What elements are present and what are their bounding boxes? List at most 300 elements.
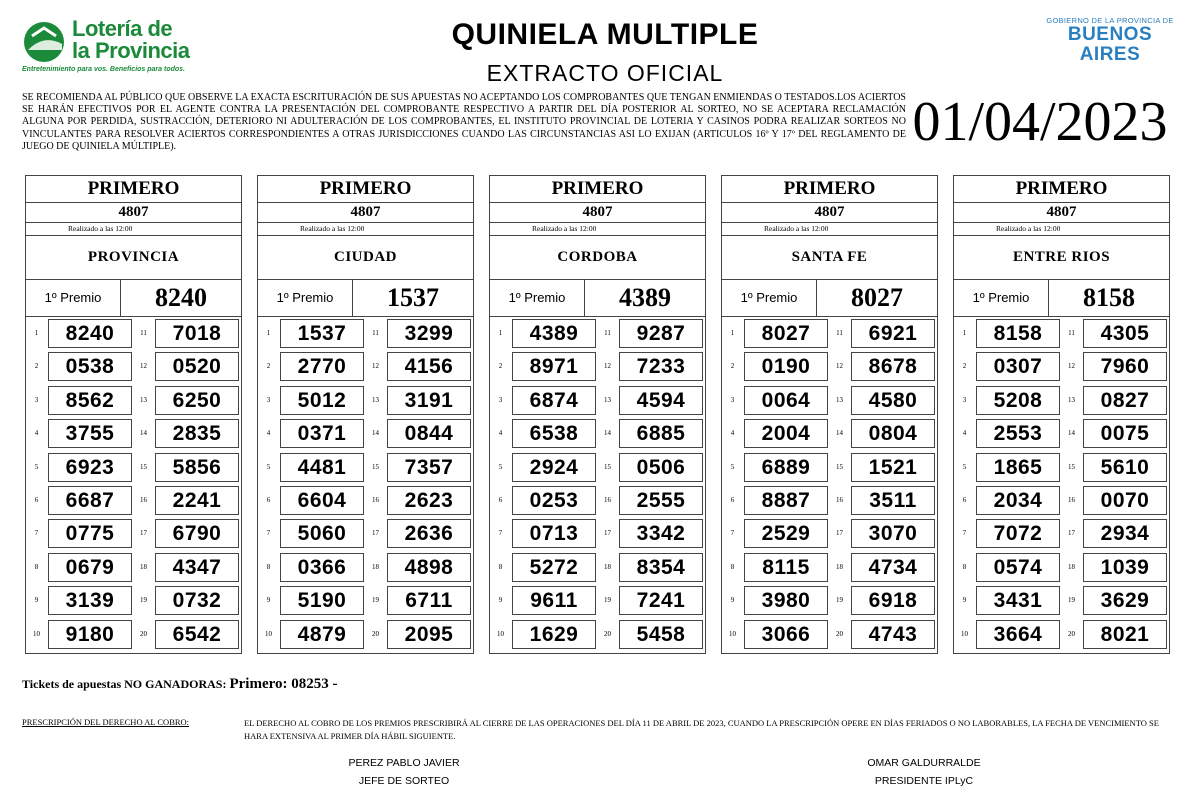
result-number: 3431 — [976, 586, 1060, 615]
position-number: 8 — [498, 562, 503, 571]
result-number: 4156 — [387, 352, 471, 381]
result-number: 5012 — [280, 386, 364, 415]
results-panel — [489, 175, 706, 654]
result-row — [258, 618, 473, 651]
position-number: 5 — [266, 462, 271, 471]
logo-line2: la Provincia — [72, 38, 190, 63]
draw-name: PRIMERO — [490, 176, 705, 203]
result-number: 0190 — [744, 352, 828, 381]
result-number: 8354 — [619, 553, 703, 582]
results-panel — [721, 175, 938, 654]
position-number: 18 — [604, 562, 611, 571]
result-number: 2553 — [976, 419, 1060, 448]
position-number: 19 — [140, 596, 147, 605]
result-row — [258, 417, 473, 450]
result-number: 6790 — [155, 519, 239, 548]
result-number: 1039 — [1083, 553, 1167, 582]
position-number: 12 — [1068, 362, 1075, 371]
draw-time: Realizado a las 12:00 — [996, 224, 1061, 233]
result-number: 6711 — [387, 586, 471, 615]
result-row — [722, 517, 937, 550]
result-row — [26, 451, 241, 484]
result-number: 1537 — [280, 319, 364, 348]
position-number: 3 — [498, 395, 503, 404]
result-number: 0775 — [48, 519, 132, 548]
result-number: 0827 — [1083, 386, 1167, 415]
signature-block-2 — [814, 754, 1034, 790]
result-number: 3755 — [48, 419, 132, 448]
result-number: 4389 — [512, 319, 596, 348]
logo-tagline: Entretenimiento para vos. Beneficios para todos. — [22, 66, 185, 73]
position-number: 3 — [730, 395, 735, 404]
first-prize-value: 1537 — [387, 283, 439, 312]
result-row — [26, 584, 241, 617]
result-number: 9180 — [48, 620, 132, 649]
position-number: 8 — [730, 562, 735, 571]
position-number: 12 — [372, 362, 379, 371]
page-title: QUINIELA MULTIPLE — [451, 18, 759, 51]
result-number: 3191 — [387, 386, 471, 415]
result-number: 4347 — [155, 553, 239, 582]
position-number: 4 — [266, 429, 271, 438]
position-number: 1 — [730, 329, 735, 337]
result-number: 3066 — [744, 620, 828, 649]
position-number: 11 — [1068, 329, 1075, 337]
province-name: CIUDAD — [258, 236, 473, 280]
first-prize-value: 4389 — [619, 283, 671, 312]
position-number: 11 — [604, 329, 611, 337]
signer-role: PRESIDENTE IPLyC — [874, 775, 974, 787]
signer-name: OMAR GALDURRALDE — [867, 757, 981, 769]
draw-number: 4807 — [258, 202, 473, 223]
province-name: PROVINCIA — [26, 236, 241, 280]
results-panel — [25, 175, 242, 654]
draw-number: 4807 — [722, 202, 937, 223]
result-row — [26, 417, 241, 450]
draw-time: Realizado a las 12:00 — [68, 224, 133, 233]
position-number: 17 — [836, 529, 843, 538]
position-number: 17 — [140, 529, 147, 538]
result-row — [258, 517, 473, 550]
result-number: 6687 — [48, 486, 132, 515]
result-number: 3139 — [48, 586, 132, 615]
result-number: 1629 — [512, 620, 596, 649]
result-number: 7960 — [1083, 352, 1167, 381]
government-logo — [1040, 16, 1180, 65]
signer-name: PEREZ PABLO JAVIER — [348, 757, 460, 769]
position-number: 8 — [266, 562, 271, 571]
result-number: 7233 — [619, 352, 703, 381]
result-number: 0679 — [48, 553, 132, 582]
logo-line1: Lotería de — [72, 16, 173, 41]
result-number: 4594 — [619, 386, 703, 415]
results-panel — [953, 175, 1170, 654]
result-row — [258, 317, 473, 350]
result-row — [490, 484, 705, 517]
position-number: 2 — [266, 362, 271, 371]
result-number: 3299 — [387, 319, 471, 348]
position-number: 4 — [962, 429, 967, 438]
result-row — [954, 317, 1169, 350]
position-number: 1 — [34, 329, 39, 337]
position-number: 4 — [730, 429, 735, 438]
result-number: 6604 — [280, 486, 364, 515]
result-row — [722, 551, 937, 584]
position-number: 14 — [604, 429, 611, 438]
result-row — [954, 517, 1169, 550]
first-prize-row — [26, 280, 241, 317]
results-rows — [722, 317, 937, 651]
position-number: 2 — [730, 362, 735, 371]
position-number: 10 — [33, 629, 40, 638]
draw-name: PRIMERO — [26, 176, 241, 203]
position-number: 5 — [962, 462, 967, 471]
draw-name: PRIMERO — [954, 176, 1169, 203]
no-winners-label: Tickets de apuestas NO GANADORAS: — [22, 677, 227, 691]
draw-time-row — [490, 223, 705, 236]
result-number: 1521 — [851, 453, 935, 482]
prescription-label: PRESCRIPCIÓN DEL DERECHO AL COBRO: — [22, 717, 190, 727]
result-number: 0844 — [387, 419, 471, 448]
first-prize-value: 8027 — [851, 283, 903, 312]
position-number: 11 — [140, 329, 147, 337]
position-number: 20 — [836, 629, 843, 638]
position-number: 2 — [962, 362, 967, 371]
result-number: 0574 — [976, 553, 1060, 582]
result-number: 2529 — [744, 519, 828, 548]
result-number: 8027 — [744, 319, 828, 348]
position-number: 19 — [604, 596, 611, 605]
position-number: 15 — [372, 462, 379, 471]
result-number: 8887 — [744, 486, 828, 515]
position-number: 15 — [836, 462, 843, 471]
first-prize-row — [490, 280, 705, 317]
result-number: 4580 — [851, 386, 935, 415]
result-row — [258, 551, 473, 584]
position-number: 1 — [962, 329, 967, 337]
result-number: 9287 — [619, 319, 703, 348]
result-row — [490, 517, 705, 550]
position-number: 1 — [266, 329, 271, 337]
draw-number: 4807 — [954, 202, 1169, 223]
position-number: 9 — [498, 596, 503, 605]
position-number: 12 — [604, 362, 611, 371]
result-number: 6885 — [619, 419, 703, 448]
result-number: 5610 — [1083, 453, 1167, 482]
result-number: 5190 — [280, 586, 364, 615]
result-row — [490, 350, 705, 383]
result-number: 0075 — [1083, 419, 1167, 448]
position-number: 20 — [1068, 629, 1075, 638]
logo-emblem-icon — [22, 20, 68, 64]
position-number: 2 — [34, 362, 39, 371]
position-number: 7 — [498, 529, 503, 538]
page-subtitle: EXTRACTO OFICIAL — [486, 60, 724, 86]
position-number: 2 — [498, 362, 503, 371]
result-row — [722, 484, 937, 517]
result-number: 2835 — [155, 419, 239, 448]
position-number: 6 — [962, 495, 967, 504]
first-prize-row — [722, 280, 937, 317]
province-name: ENTRE RIOS — [954, 236, 1169, 280]
result-row — [490, 551, 705, 584]
position-number: 9 — [962, 596, 967, 605]
result-number: 5060 — [280, 519, 364, 548]
first-prize-value: 8240 — [155, 283, 207, 312]
position-number: 19 — [372, 596, 379, 605]
position-number: 17 — [604, 529, 611, 538]
province-name: SANTA FE — [722, 236, 937, 280]
position-number: 6 — [730, 495, 735, 504]
position-number: 20 — [604, 629, 611, 638]
results-rows — [954, 317, 1169, 651]
result-number: 4481 — [280, 453, 364, 482]
result-row — [26, 317, 241, 350]
position-number: 14 — [1068, 429, 1075, 438]
result-number: 6542 — [155, 620, 239, 649]
result-number: 8240 — [48, 319, 132, 348]
result-row — [954, 384, 1169, 417]
position-number: 12 — [836, 362, 843, 371]
first-prize-label: 1º Premio — [258, 280, 353, 316]
result-number: 0307 — [976, 352, 1060, 381]
position-number: 20 — [372, 629, 379, 638]
no-winners-line — [22, 676, 338, 693]
province-name: CORDOBA — [490, 236, 705, 280]
result-number: 2241 — [155, 486, 239, 515]
result-row — [954, 350, 1169, 383]
position-number: 5 — [498, 462, 503, 471]
result-number: 3511 — [851, 486, 935, 515]
position-number: 16 — [140, 495, 147, 504]
position-number: 20 — [140, 629, 147, 638]
result-number: 9611 — [512, 586, 596, 615]
result-number: 6923 — [48, 453, 132, 482]
position-number: 19 — [1068, 596, 1075, 605]
result-row — [722, 618, 937, 651]
result-number: 0506 — [619, 453, 703, 482]
first-prize-label: 1º Premio — [490, 280, 585, 316]
result-number: 0713 — [512, 519, 596, 548]
position-number: 17 — [1068, 529, 1075, 538]
result-row — [490, 384, 705, 417]
first-prize-row — [258, 280, 473, 317]
result-row — [722, 317, 937, 350]
results-rows — [26, 317, 241, 651]
result-number: 6889 — [744, 453, 828, 482]
position-number: 4 — [498, 429, 503, 438]
position-number: 16 — [1068, 495, 1075, 504]
draw-name: PRIMERO — [722, 176, 937, 203]
position-number: 7 — [266, 529, 271, 538]
result-row — [26, 484, 241, 517]
position-number: 18 — [372, 562, 379, 571]
legal-notice: SE RECOMIENDA AL PÚBLICO QUE OBSERVE LA EXACTA ESCRITURACIÓN DE SUS APUESTAS NO ACEPTANDO LOS COMPROBANTES QUE TENGAN ENMIENDAS O TESTADOS.LOS ACIERTOS SE HARÁN EFECTIVOS POR EL AGENTE CONTRA LA PRESENTACIÓN DEL COMPROBANTE RESPECTIVO A PARTIR DEL DÍA POSTERIOR AL SORTEO, NO SE ACEPTARA RECLAMACIÓN ALGUNA POR PERDIDA, SUSTRACCIÓN, DETERIORO NI ADULTERACIÓN DE LOS COMPROBANTES, EL INSTITUTO PROVINCIAL DE LOTERIA Y CASINOS PODRA REALIZAR SORTEOS NO VINCULANTES PARA RESOLVER ACIERTOS CORRESPONDIENTES A OTRAS JURISDICCIONES CUANDO LAS CIRCUNSTANCIAS ASI LO EXIJAN (ARTICULOS 16º Y 17º DEL REGLAMENTO DE JUEGO DE QUINIELA MÚLTIPLE). — [22, 92, 906, 152]
position-number: 7 — [34, 529, 39, 538]
result-row — [954, 451, 1169, 484]
result-number: 0371 — [280, 419, 364, 448]
result-number: 0804 — [851, 419, 935, 448]
result-row — [26, 618, 241, 651]
result-row — [722, 384, 937, 417]
position-number: 18 — [140, 562, 147, 571]
results-panel — [257, 175, 474, 654]
result-number: 8678 — [851, 352, 935, 381]
position-number: 9 — [730, 596, 735, 605]
result-number: 2623 — [387, 486, 471, 515]
position-number: 14 — [372, 429, 379, 438]
draw-time: Realizado a las 12:00 — [532, 224, 597, 233]
position-number: 8 — [962, 562, 967, 571]
first-prize-value: 8158 — [1083, 283, 1135, 312]
position-number: 16 — [372, 495, 379, 504]
result-number: 8971 — [512, 352, 596, 381]
draw-time-row — [26, 223, 241, 236]
result-number: 8562 — [48, 386, 132, 415]
position-number: 18 — [836, 562, 843, 571]
result-row — [258, 584, 473, 617]
result-row — [26, 551, 241, 584]
position-number: 15 — [1068, 462, 1075, 471]
position-number: 5 — [34, 462, 39, 471]
result-number: 2034 — [976, 486, 1060, 515]
position-number: 7 — [730, 529, 735, 538]
result-row — [258, 484, 473, 517]
gov-logo-big: BUENOS AIRES — [1067, 24, 1153, 65]
result-number: 2555 — [619, 486, 703, 515]
result-number: 5458 — [619, 620, 703, 649]
position-number: 10 — [729, 629, 736, 638]
result-number: 3664 — [976, 620, 1060, 649]
result-number: 7241 — [619, 586, 703, 615]
draw-time: Realizado a las 12:00 — [300, 224, 365, 233]
signature-block-1 — [294, 754, 514, 790]
draw-time-row — [722, 223, 937, 236]
position-number: 17 — [372, 529, 379, 538]
result-number: 0064 — [744, 386, 828, 415]
draw-time: Realizado a las 12:00 — [764, 224, 829, 233]
result-number: 3980 — [744, 586, 828, 615]
draw-date: 01/04/2023 — [912, 91, 1168, 153]
draw-number: 4807 — [26, 202, 241, 223]
position-number: 13 — [372, 395, 379, 404]
result-row — [258, 384, 473, 417]
position-number: 19 — [836, 596, 843, 605]
result-row — [954, 618, 1169, 651]
result-number: 6921 — [851, 319, 935, 348]
result-row — [722, 350, 937, 383]
position-number: 6 — [266, 495, 271, 504]
position-number: 16 — [604, 495, 611, 504]
result-row — [954, 551, 1169, 584]
result-number: 4305 — [1083, 319, 1167, 348]
position-number: 13 — [1068, 395, 1075, 404]
position-number: 16 — [836, 495, 843, 504]
result-number: 2004 — [744, 419, 828, 448]
result-row — [258, 350, 473, 383]
position-number: 4 — [34, 429, 39, 438]
result-row — [26, 350, 241, 383]
result-row — [490, 417, 705, 450]
position-number: 7 — [962, 529, 967, 538]
result-number: 8158 — [976, 319, 1060, 348]
draw-time-row — [258, 223, 473, 236]
result-row — [954, 484, 1169, 517]
result-row — [26, 384, 241, 417]
result-row — [26, 517, 241, 550]
result-number: 0253 — [512, 486, 596, 515]
result-number: 6874 — [512, 386, 596, 415]
result-number: 6538 — [512, 419, 596, 448]
results-rows — [258, 317, 473, 651]
result-row — [490, 618, 705, 651]
results-rows — [490, 317, 705, 651]
draw-time-row — [954, 223, 1169, 236]
result-number: 0538 — [48, 352, 132, 381]
result-number: 3070 — [851, 519, 935, 548]
result-number: 7018 — [155, 319, 239, 348]
position-number: 5 — [730, 462, 735, 471]
position-number: 6 — [498, 495, 503, 504]
position-number: 10 — [265, 629, 272, 638]
result-number: 4898 — [387, 553, 471, 582]
position-number: 14 — [836, 429, 843, 438]
no-winners-value: Primero: 08253 - — [229, 676, 338, 692]
result-number: 5208 — [976, 386, 1060, 415]
result-number: 5856 — [155, 453, 239, 482]
draw-name: PRIMERO — [258, 176, 473, 203]
position-number: 13 — [604, 395, 611, 404]
position-number: 18 — [1068, 562, 1075, 571]
result-row — [954, 417, 1169, 450]
result-number: 2924 — [512, 453, 596, 482]
position-number: 15 — [140, 462, 147, 471]
result-row — [490, 317, 705, 350]
result-number: 8115 — [744, 553, 828, 582]
result-number: 6250 — [155, 386, 239, 415]
position-number: 8 — [34, 562, 39, 571]
position-number: 10 — [497, 629, 504, 638]
prescription-text: EL DERECHO AL COBRO DE LOS PREMIOS PRESCRIBIRÁ AL CIERRE DE LAS OPERACIONES DEL DÍA 11 DE ABRIL DE 2023, CUANDO LA PRESCRIPCIÓN OPERE EN DÍAS FERIADOS O NO LABORABLES, LA FECHA DE VENCIMIENTO SE HARA EXTENSIVA AL PRIMER DÍA HÁBIL SIGUIENTE. — [244, 718, 1159, 741]
result-number: 4734 — [851, 553, 935, 582]
result-number: 3629 — [1083, 586, 1167, 615]
result-number: 7357 — [387, 453, 471, 482]
position-number: 3 — [266, 395, 271, 404]
position-number: 6 — [34, 495, 39, 504]
result-number: 4743 — [851, 620, 935, 649]
result-row — [722, 584, 937, 617]
position-number: 13 — [836, 395, 843, 404]
result-row — [490, 451, 705, 484]
first-prize-label: 1º Premio — [722, 280, 817, 316]
result-row — [490, 584, 705, 617]
first-prize-label: 1º Premio — [954, 280, 1049, 316]
result-number: 6918 — [851, 586, 935, 615]
position-number: 15 — [604, 462, 611, 471]
result-number: 3342 — [619, 519, 703, 548]
position-number: 11 — [836, 329, 843, 337]
result-number: 2095 — [387, 620, 471, 649]
result-number: 1865 — [976, 453, 1060, 482]
signer-role: JEFE DE SORTEO — [358, 775, 450, 787]
result-number: 0732 — [155, 586, 239, 615]
loteria-logo — [22, 18, 192, 80]
result-number: 5272 — [512, 553, 596, 582]
position-number: 9 — [266, 596, 271, 605]
result-row — [722, 451, 937, 484]
position-number: 14 — [140, 429, 147, 438]
gov-logo-small: GOBIERNO DE LA PROVINCIA DE — [1046, 16, 1174, 25]
